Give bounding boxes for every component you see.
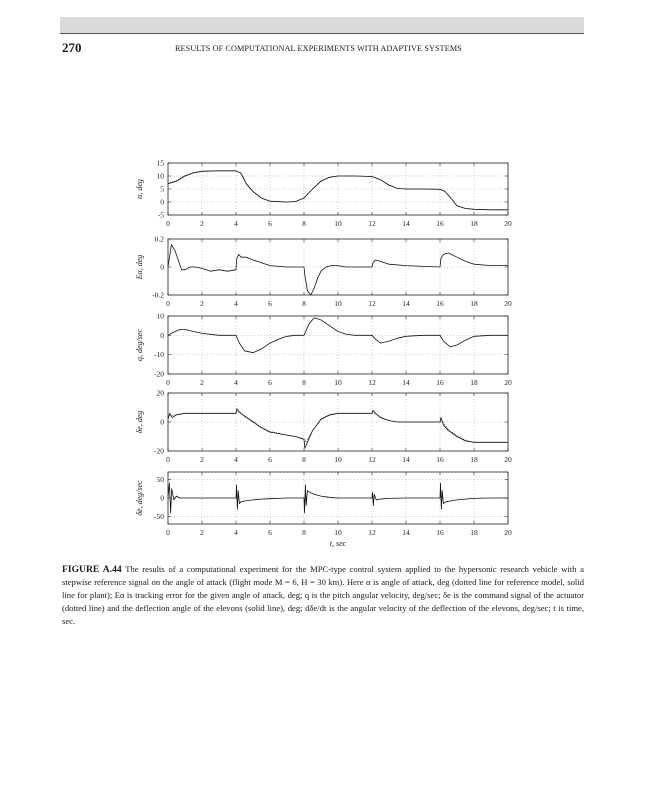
x-tick-label: 10 (334, 378, 342, 387)
y-axis-label: q, deg/sec (135, 329, 144, 361)
x-tick-label: 16 (436, 528, 444, 537)
x-tick-label: 12 (368, 455, 376, 464)
x-tick-label: 8 (302, 455, 306, 464)
x-tick-label: 16 (436, 455, 444, 464)
x-tick-label: 10 (334, 299, 342, 308)
y-tick-label: 0 (160, 417, 164, 427)
x-tick-label: 20 (504, 219, 512, 228)
x-tick-label: 16 (436, 219, 444, 228)
x-tick-label: 4 (234, 299, 238, 308)
x-tick-label: 2 (200, 455, 204, 464)
figure-caption-text: The results of a computational experiment for the MPC-type control system applied to the hypersonic research vehicle with a stepwise reference signal on the angle of attack (flight mode M = 6, H = 30 km). Here α is angle of attack, deg (dotted line for reference model, solid line for plant); Eα is tracking error for the given angle of attack, deg; q is the pitch angular velocity, deg/sec; δe is the command signal of the actuator (dotted line) and the deflection angle of the elevons (solid line), deg; dδe/dt is the angular velocity of the deflection of the elevons, deg/sec; t is time, sec. (62, 564, 584, 626)
x-tick-label: 12 (368, 378, 376, 387)
x-tick-label: 20 (504, 528, 512, 537)
y-tick-label: 0 (160, 262, 164, 272)
x-tick-label: 14 (402, 219, 410, 228)
x-tick-label: 6 (268, 378, 272, 387)
x-tick-label: 16 (436, 378, 444, 387)
x-tick-label: 10 (334, 219, 342, 228)
x-tick-label: 8 (302, 219, 306, 228)
x-tick-label: 6 (268, 219, 272, 228)
x-axis-label: t, sec (329, 539, 347, 548)
y-axis-label: Eα, deg (135, 254, 144, 280)
y-tick-label: -50 (154, 512, 164, 522)
y-tick-label: 0.2 (154, 234, 164, 244)
x-tick-label: 12 (368, 219, 376, 228)
x-tick-label: 0 (166, 299, 170, 308)
y-tick-label: 0 (160, 493, 164, 503)
y-tick-label: 50 (156, 474, 164, 484)
x-tick-label: 2 (200, 219, 204, 228)
y-tick-label: 10 (156, 311, 164, 321)
x-tick-label: 20 (504, 378, 512, 387)
x-tick-label: 10 (334, 528, 342, 537)
x-tick-label: 2 (200, 528, 204, 537)
running-head: RESULTS OF COMPUTATIONAL EXPERIMENTS WITH ADAPTIVE SYSTEMS (175, 44, 462, 53)
y-tick-label: -20 (154, 446, 164, 456)
y-tick-label: -10 (154, 350, 164, 360)
x-tick-label: 6 (268, 299, 272, 308)
x-tick-label: 12 (368, 528, 376, 537)
x-tick-label: 20 (504, 455, 512, 464)
y-axis-label: δe, deg (135, 410, 144, 434)
x-tick-label: 2 (200, 299, 204, 308)
y-axis-label: α, deg (135, 179, 144, 199)
figure-caption (62, 563, 584, 628)
x-tick-label: 14 (402, 378, 410, 387)
x-tick-label: 6 (268, 528, 272, 537)
x-tick-label: 10 (334, 455, 342, 464)
page-number: 270 (62, 40, 82, 55)
y-tick-label: 0 (160, 330, 164, 340)
x-tick-label: 4 (234, 378, 238, 387)
x-tick-label: 14 (402, 528, 410, 537)
x-tick-label: 4 (234, 219, 238, 228)
x-tick-label: 8 (302, 378, 306, 387)
x-tick-label: 14 (402, 299, 410, 308)
y-tick-label: 15 (156, 158, 164, 168)
y-tick-label: 0 (160, 197, 164, 207)
x-tick-label: 8 (302, 528, 306, 537)
y-tick-label: 20 (156, 388, 164, 398)
x-tick-label: 16 (436, 299, 444, 308)
x-tick-label: 0 (166, 528, 170, 537)
x-tick-label: 18 (470, 455, 478, 464)
x-tick-label: 20 (504, 299, 512, 308)
x-tick-label: 0 (166, 378, 170, 387)
x-tick-label: 0 (166, 455, 170, 464)
x-tick-label: 8 (302, 299, 306, 308)
y-tick-label: 5 (160, 184, 164, 194)
x-tick-label: 14 (402, 455, 410, 464)
figure-caption-label: FIGURE A.44 (62, 564, 122, 575)
y-tick-label: -20 (154, 369, 164, 379)
series-line-dotted (168, 412, 508, 442)
x-tick-label: 2 (200, 378, 204, 387)
x-tick-label: 12 (368, 299, 376, 308)
x-tick-label: 18 (470, 299, 478, 308)
x-tick-label: 18 (470, 528, 478, 537)
x-tick-label: 4 (234, 455, 238, 464)
y-tick-label: -5 (157, 210, 164, 220)
x-tick-label: 18 (470, 219, 478, 228)
x-tick-label: 18 (470, 378, 478, 387)
y-tick-label: 10 (156, 171, 164, 181)
x-tick-label: 0 (166, 219, 170, 228)
x-tick-label: 4 (234, 528, 238, 537)
y-axis-label: δ̇e, deg/sec (135, 480, 144, 516)
x-tick-label: 6 (268, 455, 272, 464)
y-tick-label: -0.2 (152, 290, 164, 300)
